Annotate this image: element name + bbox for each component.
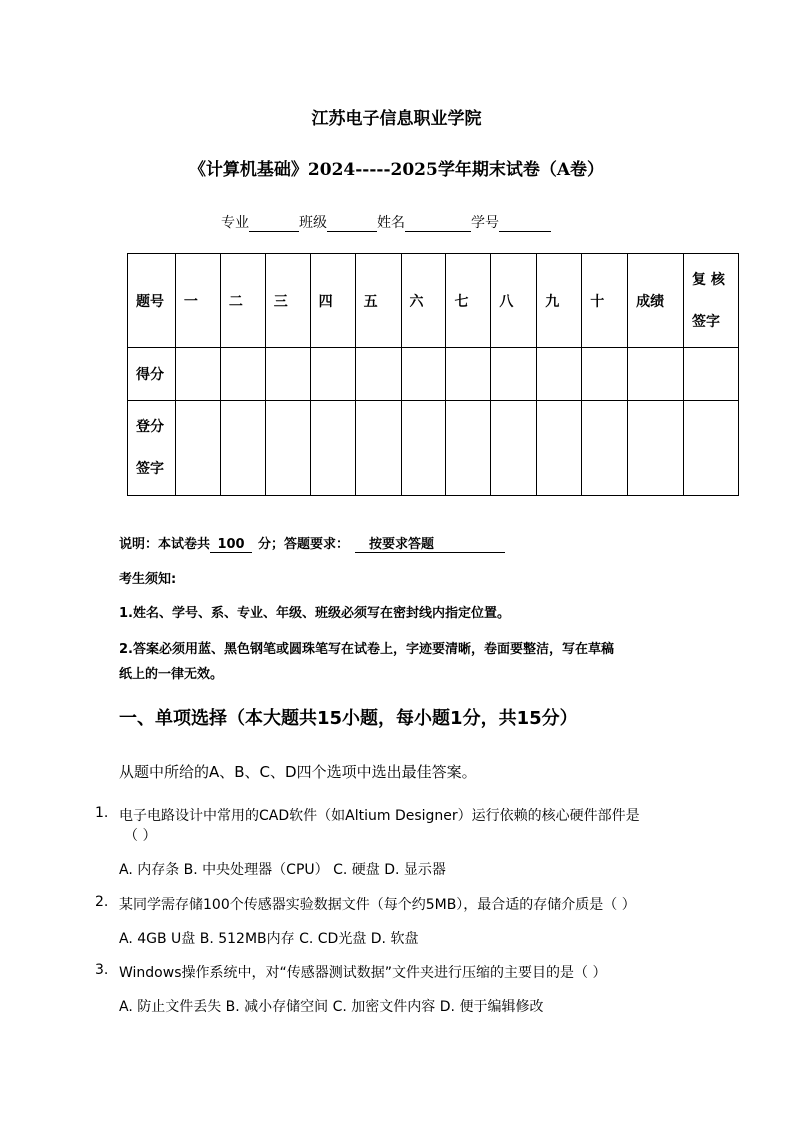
signature-cell[interactable] xyxy=(220,401,265,496)
notice-item-2-line2: 纸上的一律无效。 xyxy=(119,667,224,682)
score-cell[interactable] xyxy=(446,348,491,401)
signature-cell[interactable] xyxy=(310,401,355,496)
score-table xyxy=(127,253,739,496)
notice-title: 考生须知: xyxy=(119,572,177,587)
signature-cell[interactable] xyxy=(628,401,684,496)
review-cell[interactable] xyxy=(684,348,739,401)
signature-cell[interactable] xyxy=(446,401,491,496)
section-title: 一、单项选择（本大题共15小题，每小题1分，共15分） xyxy=(119,708,578,729)
score-cell[interactable] xyxy=(537,348,582,401)
question-text: 某同学需存储100个传感器实验数据文件（每个约5MB），最合适的存储介质是（ ） xyxy=(119,897,636,913)
student-id-field[interactable] xyxy=(499,215,551,232)
class-field[interactable] xyxy=(327,215,377,232)
signature-cell[interactable] xyxy=(684,401,739,496)
question-number: 3. xyxy=(95,962,109,978)
column-header: 六 xyxy=(401,254,446,348)
question-options: A. 内存条 B. 中央处理器（CPU） C. 硬盘 D. 显示器 xyxy=(119,862,446,878)
major-field[interactable] xyxy=(249,215,299,232)
column-header: 三 xyxy=(265,254,310,348)
question-options: A. 4GB U盘 B. 512MB内存 C. CD光盘 D. 软盘 xyxy=(119,931,419,947)
column-header: 四 xyxy=(310,254,355,348)
grader-signature-row xyxy=(128,401,739,496)
notice-item-2-line1: 2.答案必须用蓝、黑色钢笔或圆珠笔写在试卷上，字迹要清晰，卷面要整洁，写在草稿 xyxy=(119,642,614,657)
exam-description xyxy=(119,533,505,553)
class-label: 班级 xyxy=(299,215,327,231)
review-line1: 复 核 xyxy=(692,271,725,288)
name-field[interactable] xyxy=(405,215,471,232)
score-cell[interactable] xyxy=(175,348,220,401)
score-cell[interactable] xyxy=(491,348,537,401)
score-label: 得分 xyxy=(128,348,176,401)
review-signature-header xyxy=(684,254,739,348)
description-prefix: 说明：本试卷共 xyxy=(119,537,211,552)
grader-line1: 登分 xyxy=(136,419,164,435)
grader-signature-label xyxy=(128,401,176,496)
question-text: 电子电路设计中常用的CAD软件（如Altium Designer）运行依赖的核心硬件部件是 xyxy=(119,808,640,824)
signature-cell[interactable] xyxy=(401,401,446,496)
signature-cell[interactable] xyxy=(355,401,401,496)
question-text-cont: （ ） xyxy=(124,828,157,844)
signature-cell[interactable] xyxy=(582,401,628,496)
notice-item-1: 1.姓名、学号、系、专业、年级、班级必须写在密封线内指定位置。 xyxy=(119,606,510,621)
grader-line2: 签字 xyxy=(136,461,164,477)
score-cell[interactable] xyxy=(401,348,446,401)
signature-cell[interactable] xyxy=(265,401,310,496)
student-info-line xyxy=(221,212,551,232)
score-cell[interactable] xyxy=(265,348,310,401)
total-score-value: 100 xyxy=(210,537,252,553)
exam-title: 《计算机基础》2024-----2025学年期末试卷（A卷） xyxy=(188,160,605,180)
signature-cell[interactable] xyxy=(175,401,220,496)
question-number-row xyxy=(128,254,739,348)
question-number: 1. xyxy=(95,805,109,821)
review-line2: 签字 xyxy=(692,313,721,330)
score-cell[interactable] xyxy=(310,348,355,401)
question-options: A. 防止文件丢失 B. 减小存储空间 C. 加密文件内容 D. 便于编辑修改 xyxy=(119,999,544,1015)
question-text: Windows操作系统中，对“传感器测试数据”文件夹进行压缩的主要目的是（ ） xyxy=(119,965,607,981)
major-label: 专业 xyxy=(221,215,249,231)
total-score-header: 成绩 xyxy=(628,254,684,348)
signature-cell[interactable] xyxy=(537,401,582,496)
column-header: 十 xyxy=(582,254,628,348)
column-header: 九 xyxy=(537,254,582,348)
column-header: 五 xyxy=(355,254,401,348)
column-header: 八 xyxy=(491,254,537,348)
name-label: 姓名 xyxy=(377,215,405,231)
column-header: 一 xyxy=(175,254,220,348)
answer-requirement: 按要求答题 xyxy=(355,533,505,553)
student-id-label: 学号 xyxy=(471,215,499,231)
question-number: 2. xyxy=(95,894,109,910)
score-cell[interactable] xyxy=(582,348,628,401)
signature-cell[interactable] xyxy=(491,401,537,496)
column-header: 七 xyxy=(446,254,491,348)
description-middle: 分；答题要求： xyxy=(258,537,350,552)
section-intro: 从题中所给的A、B、C、D四个选项中选出最佳答案。 xyxy=(119,763,477,781)
school-name: 江苏电子信息职业学院 xyxy=(311,109,482,129)
total-score-cell[interactable] xyxy=(628,348,684,401)
column-header: 二 xyxy=(220,254,265,348)
score-row xyxy=(128,348,739,401)
score-cell[interactable] xyxy=(220,348,265,401)
score-cell[interactable] xyxy=(355,348,401,401)
question-number-label: 题号 xyxy=(128,254,176,348)
